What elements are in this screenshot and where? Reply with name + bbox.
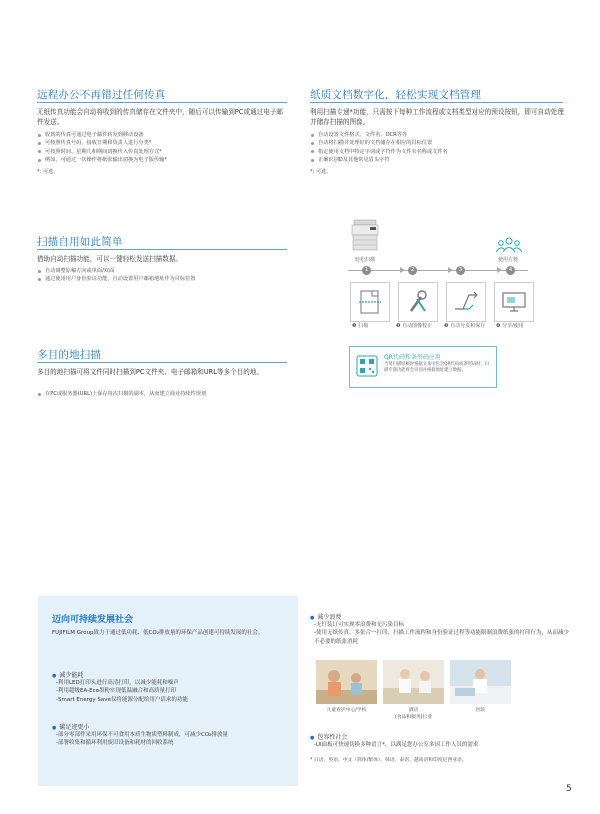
photo-hospital [450,660,511,704]
energy-heading: ● 减少能耗 [52,670,83,679]
waste-lines [314,621,574,646]
list-item: 自动调整原稿方向或单面/双面 [37,267,195,275]
caption-childcare: 儿童看护中心/学校 [326,708,367,713]
sustainability-title: 迈向可持续发展社会 [52,615,134,625]
remote-divider [37,102,287,103]
label-easy-scan: 轻松扫描 [355,257,376,263]
remote-title: 远程办公不再错过任何传真 [37,89,166,101]
qr-code-icon [356,355,378,377]
digitize-bullets [310,131,448,165]
people-icon [496,236,522,254]
list-item: -利用超级EA-Eco墨粉实现低温融合和高质量打印 [56,688,176,695]
list-item: 指定使用文档中特定字词或字符作为文件夹名称或文件名 [310,148,448,156]
photo-childcare [316,660,377,704]
monitor-icon [494,282,534,322]
step-3: 3 [456,266,465,275]
multi-bullets [37,390,206,398]
carbon-lines [56,731,228,748]
scan-easy-bullets [37,267,195,284]
list-item: 通过使用用户身份验证功能，自动设置用户邮箱地址作为目标位置 [37,275,195,283]
inclusive-lines [314,741,574,749]
page-number: 5 [566,784,572,794]
scan-easy-title: 扫描自用如此简单 [37,236,123,248]
arrow-icon [497,267,502,273]
arrow-icon [400,267,405,273]
remote-para: 无纸传真功能会自动将收到的传真储存在文件夹中，随后可以传输到PC或通过电子邮件发送。 [37,108,283,126]
caption-hotel: 酒店 (食品和服务)行业 [394,708,433,720]
caption-share: ❹ 分享/使用 [496,323,524,329]
step-2: 2 [408,266,417,275]
list-item: 可按照传真号码、接收日期和负责人进行分类* [37,139,167,147]
tools-icon [398,282,438,322]
carbon-heading: ● 碳足迹更小 [52,722,89,731]
sustainability-panel [38,596,298,786]
scan-doc-icon [350,282,390,322]
list-item: 在PC或服务器(URL)上保存每次扫描的副本，从而建立商业持续性规划 [37,390,206,398]
list-item: 正确识别D及其他常见眉头字符 [310,156,448,164]
inclusive-heading: ● 包容性社会 [310,732,347,741]
multi-title: 多目的地扫描 [37,349,102,361]
list-item: 自动设置文件格式、文件名、OCR等等 [310,131,448,139]
remote-note: *: 可选。 [37,169,59,175]
scan-easy-para: 借助自动扫描功能，可以一键轻松发送扫描数据。 [37,255,183,263]
list-item: -部署收集和循环利用废旧设备和耗材的回收系统 [56,740,174,747]
caption-correct: ❷ 自动图像校正 [396,323,433,329]
sustainability-intro: FUJIFILM Group致力于通过低功耗、低CO₂排放量的环保产品创建可持续发展的社会。 [52,630,264,636]
qr-title: QR代码和条形码应用 [384,354,441,361]
list-item: -无钉装订可实现零浪费和无污染目标 [314,622,404,628]
qr-text: 当用扫描原稿时根据文本中包含QR代码或条形码时，扫描专递功能将会识别并根据地址建立数据。 [384,362,490,373]
list-item: 自动将扫描并处理好的文档储存在相应的目标位置 [310,139,448,147]
digitize-note: *: 可选。 [310,169,332,175]
list-item: -Smart Energy Save仅将能源分配给用户请求的功能 [56,696,188,703]
caption-sort: ❸ 自动分页和保存 [444,323,486,329]
scan-easy-divider [37,249,287,250]
list-item: -使用无纸传真、多张合一打印、扫描工作流程和身份验证过程等功能限制浪费纸张的打印行为，从而减少不必要的纸张消耗 [314,630,569,645]
list-item: -利用LED打印头进行高清打印，以减少能耗和噪声 [56,680,179,686]
label-easy-use: 使用方便 [498,257,519,263]
list-item: 可按照时间、星期几和期间切换传入传真处理方式* [37,148,167,156]
step-4: 4 [506,266,515,275]
route-icon [446,282,486,322]
list-item: 例如，可通过一次操作将纸张输出切换为电子版传输* [37,156,167,164]
step-1: 1 [362,266,371,275]
digitize-divider [310,102,563,103]
arrow-icon [448,267,453,273]
waste-heading: ● 减少浪费 [310,612,341,621]
multi-para: 多目的地扫描可将文件同时扫描到PC文件夹、电子邮箱和URL等多个目的地。 [37,368,264,376]
printer-icon [350,218,380,252]
caption-scan: ❶ 扫描 [352,323,369,329]
caption-hospital: 医院 [475,708,486,713]
multi-divider [37,362,287,363]
remote-bullets [37,131,167,165]
energy-lines [56,679,188,704]
list-item: 收到的传真可通过电子邮件转发到移动设备 [37,131,167,139]
digitize-title: 纸质文档数字化，轻松实现文档管理 [310,89,482,101]
qr-callout [349,346,497,388]
photo-hotel [383,660,444,704]
language-note: * 日语、英语、中文（简体/繁体）、韩语、泰语、越南语和印度尼西亚语。 [310,758,467,763]
list-item: -部分零部件采用环保不可食用本质生物质塑料制成，可减少CO₂排放量 [56,732,228,738]
list-item: -UI面板可快速切换多种语言*，以满足您办公室多国工作人员的需求 [314,742,479,748]
digitize-para: 利用扫描专递*功能，只需按下每种工作流程或文档类型对应的预设按钮，即可自动处理并储存扫描的图像。 [310,108,564,126]
